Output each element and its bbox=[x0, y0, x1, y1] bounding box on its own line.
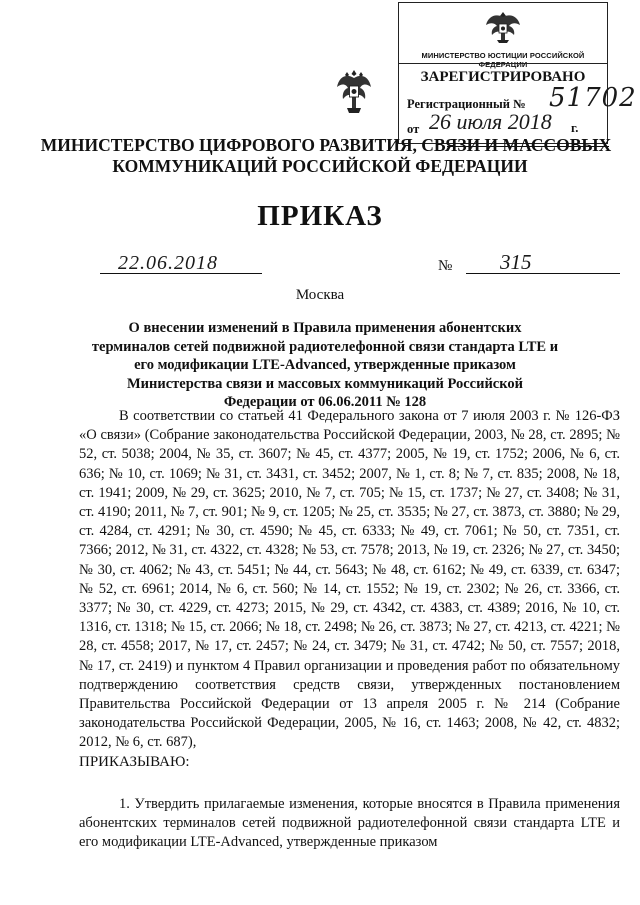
document-type-heading: ПРИКАЗ bbox=[257, 200, 383, 232]
order-date-handwritten: 22.06.2018 bbox=[118, 252, 218, 274]
order-directive: ПРИКАЗЫВАЮ: bbox=[79, 754, 190, 770]
stamp-date-prefix: от bbox=[407, 122, 420, 136]
preamble-paragraph bbox=[79, 407, 620, 753]
order-number-label: № bbox=[438, 258, 453, 274]
strikethrough-mark bbox=[447, 146, 609, 147]
date-underline bbox=[100, 273, 262, 274]
preamble-text: В соответствии со статьей 41 Федерального закона от 7 июля 2003 г. № 126-ФЗ «О связи» (Собрание законодательства Российской Федерации, 2003, № 28, ст. 2895; № 52, ст. 5038; 2004, № 35, ст. 3607; № 45, ст. 4377; 2005, № 19, ст. 1752; 2006, № 6, ст. 636; № 10, ст. 1069; № 31, ст. 3431, ст. 3452; 2007, № 1, ст. 8; № 7, ст. 835; 2008, № 18, ст. 1941; 2009, № 29, ст. 3625; 2010, № 7, ст. 705; № 15, ст. 1737; № 27, ст. 3408; № 31, ст. 4190; 2011, № 7, ст. 901; № 9, ст. 1205; № 25, ст. 3535; № 27, ст. 3873, ст. 3880; № 29, ст. 4284, ст. 4291; № 30, ст. 4590; № 45, ст. 6333; № 49, ст. 7061; № 50, ст. 7351, ст. 7366; 2012, № 31, ст. 4322, ст. 4328; № 53, ст. 7578; 2013, № 19, ст. 2326; № 27, ст. 3450; № 30, ст. 4062; № 43, ст. 5451; № 44, ст. 5643; № 48, ст. 6162; № 49, ст. 6339, ст. 6347; № 52, ст. 6961; 2014, № 6, ст. 560; № 14, ст. 1552; № 19, ст. 2302; № 26, ст. 3366, ст. 3377; № 30, ст. 4229, ст. 4273; 2015, № 29, ст. 4342, ст. 4383, ст. 4389; 2016, № 10, ст. 1316, ст. 1318; № 15, ст. 2066; № 18, ст. 2498; № 26, ст. 3873; № 27, ст. 4213, ст. 4221; № 28, ст. 4558; 2017, № 17, ст. 2457; № 24, ст. 3479; № 31, ст. 4742; № 50, ст. 7557; 2018, № 17, ст. 2419) и пунктом 4 Правил организации и проведения работ по обязательному подтверждению соответствия средств связи, утвержденных постановлением Правительства Российской Федерации от 13 апреля 2005 г. № 214 (Собрание законодательства Российской Федерации, 2005, № 16, ст. 1463; 2008, № 42, ст. 4832; 2012, № 6, ст. 687), bbox=[79, 408, 620, 751]
stamp-date-suffix: г. bbox=[571, 121, 579, 135]
stamp-divider bbox=[399, 63, 607, 64]
stamp-ministry-name: МИНИСТЕРСТВО ЮСТИЦИИ РОССИЙСКОЙ ФЕДЕРАЦИИ bbox=[421, 51, 585, 69]
stamp-handwritten-date: 26 июля 2018 bbox=[429, 109, 552, 134]
number-underline bbox=[466, 273, 620, 274]
stamp-registration-number: 51702 bbox=[549, 83, 637, 113]
russian-coat-of-arms-icon bbox=[336, 68, 372, 116]
registration-stamp bbox=[398, 2, 637, 144]
ministry-name-line2: КОММУНИКАЦИЙ РОССИЙСКОЙ ФЕДЕРАЦИИ bbox=[112, 156, 528, 176]
city-name: Москва bbox=[295, 287, 345, 303]
point-1-paragraph bbox=[79, 795, 620, 853]
coat-of-arms-icon bbox=[483, 9, 523, 45]
point-1-text: 1. Утвердить прилагаемые изменения, которые вносятся в Правила применения абонентских терминалов сетей подвижной радиотелефонной связи стандарта LTE и его модификации LTE-Advanced, утвержденные приказом bbox=[79, 796, 620, 851]
ministry-name-line1: МИНИСТЕРСТВО ЦИФРОВОГО РАЗВИТИЯ, СВЯЗИ И МАССОВЫХ bbox=[40, 135, 612, 155]
order-title: О внесении изменений в Правила применения абонентских терминалов сетей подвижной радиотелефонной связи стандарта LTE и его модификации LTE-Advanced, утвержденные приказом Министерства связи и массовых коммуникаций Российской Федерации от 06.06.2011 № 128 bbox=[91, 320, 559, 410]
stamp-registered-label: ЗАРЕГИСТРИРОВАНО bbox=[420, 69, 586, 85]
order-number-handwritten: 315 bbox=[500, 250, 532, 274]
stamp-registration-number-label: Регистрационный № bbox=[407, 97, 526, 111]
